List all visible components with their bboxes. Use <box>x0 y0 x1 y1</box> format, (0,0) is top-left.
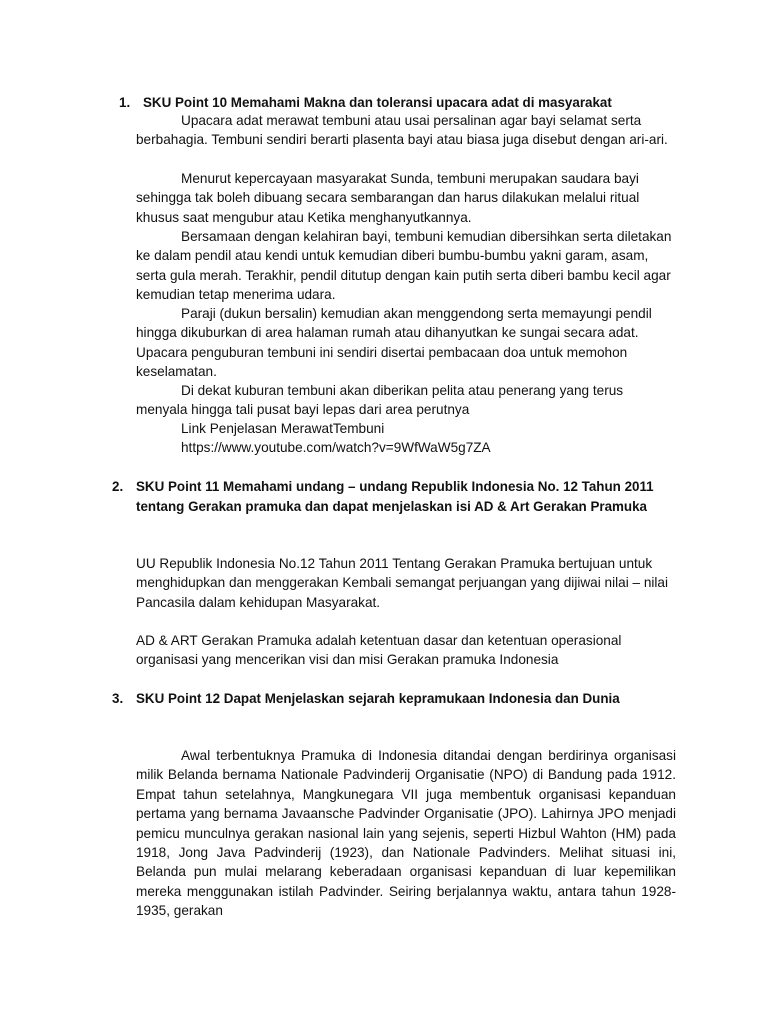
paragraph: Di dekat kuburan tembuni akan diberikan pelita atau penerang yang terus menyala hingga tali pusat bayi lepas dari area perutnya <box>136 383 624 418</box>
video-link[interactable]: https://www.youtube.com/watch?v=9WfWaW5g7ZA <box>181 440 491 455</box>
paragraph: Menurut kepercayaan masyarakat Sunda, tembuni merupakan saudara bayi sehingga tak boleh dibuang secara sembarangan dan harus dilakukan melalui ritual khusus saat mengubur atau Ketika menghanyutkannya. <box>136 171 640 225</box>
section-heading: SKU Point 10 Memahami Makna dan toleransi upacara adat di masyarakat <box>143 95 612 110</box>
list-number: 2. <box>112 479 124 494</box>
paragraph: Awal terbentuknya Pramuka di Indonesia ditandai dengan berdirinya organisasi milik Belanda bernama Nationale Padvinderij Organisatie (NPO) di Bandung pada 1912. Empat tahun setelahnya, Mangkunegara VII juga membentuk organisasi kepanduan pertama yang bernama Javaansche Padvinder Organisatie (JPO). Lahirnya JPO menjadi pemicu munculnya gerakan nasional lain yang sejenis, seperti Hizbul Wahton (HM) pada 1918, Jong Java Padvinderij (1923), dan Nationale Padvinders. Melihat situasi ini, Belanda pun mulai melarang keberadaan organisasi kepanduan di luar kepemilikan mereka menggunakan istilah Padvinder. Seiring berjalannya waktu, antara tahun 1928-1935, gerakan <box>136 748 676 919</box>
list-number: 3. <box>112 691 124 706</box>
link-label: Link Penjelasan MerawatTembuni <box>181 421 385 436</box>
list-number: 1. <box>119 95 131 110</box>
paragraph: Paraji (dukun bersalin) kemudian akan menggendong serta memayungi pendil hingga dikuburkan di area halaman rumah atau dihanyutkan ke sungai secara adat. Upacara penguburan tembuni ini sendiri disertai pembacaan doa untuk memohon keselamatan. <box>136 306 652 379</box>
paragraph: AD & ART Gerakan Pramuka adalah ketentuan dasar dan ketentuan operasional organisasi yang mencerikan visi dan misi Gerakan pramuka Indonesia <box>136 633 622 668</box>
paragraph: UU Republik Indonesia No.12 Tahun 2011 Tentang Gerakan Pramuka bertujuan untuk menghidupkan dan menggerakan Kembali semangat perjuangan yang dijiwai nilai – nilai Pancasila dalam kehidupan Masyarakat. <box>136 556 669 610</box>
paragraph: Bersamaan dengan kelahiran bayi, tembuni kemudian dibersihkan serta diletakan ke dalam pendil atau kendi untuk kemudian diberi bumbu-bumbu yakni garam, asam, serta gula merah. Terakhir, pendil ditutup dengan kain putih serta diberi bambu kecil agar kemudian tetap menerima udara. <box>136 229 672 302</box>
paragraph: Upacara adat merawat tembuni atau usai persalinan agar bayi selamat serta berbahagia. Tembuni sendiri berarti plasenta bayi atau biasa juga disebut dengan ari-ari. <box>136 113 668 148</box>
section-heading: SKU Point 11 Memahami undang – undang Republik Indonesia No. 12 Tahun 2011 tentang Gerakan pramuka dan dapat menjelaskan isi AD & Art Gerakan Pramuka <box>136 479 654 514</box>
section-heading: SKU Point 12 Dapat Menjelaskan sejarah kepramukaan Indonesia dan Dunia <box>136 691 620 706</box>
